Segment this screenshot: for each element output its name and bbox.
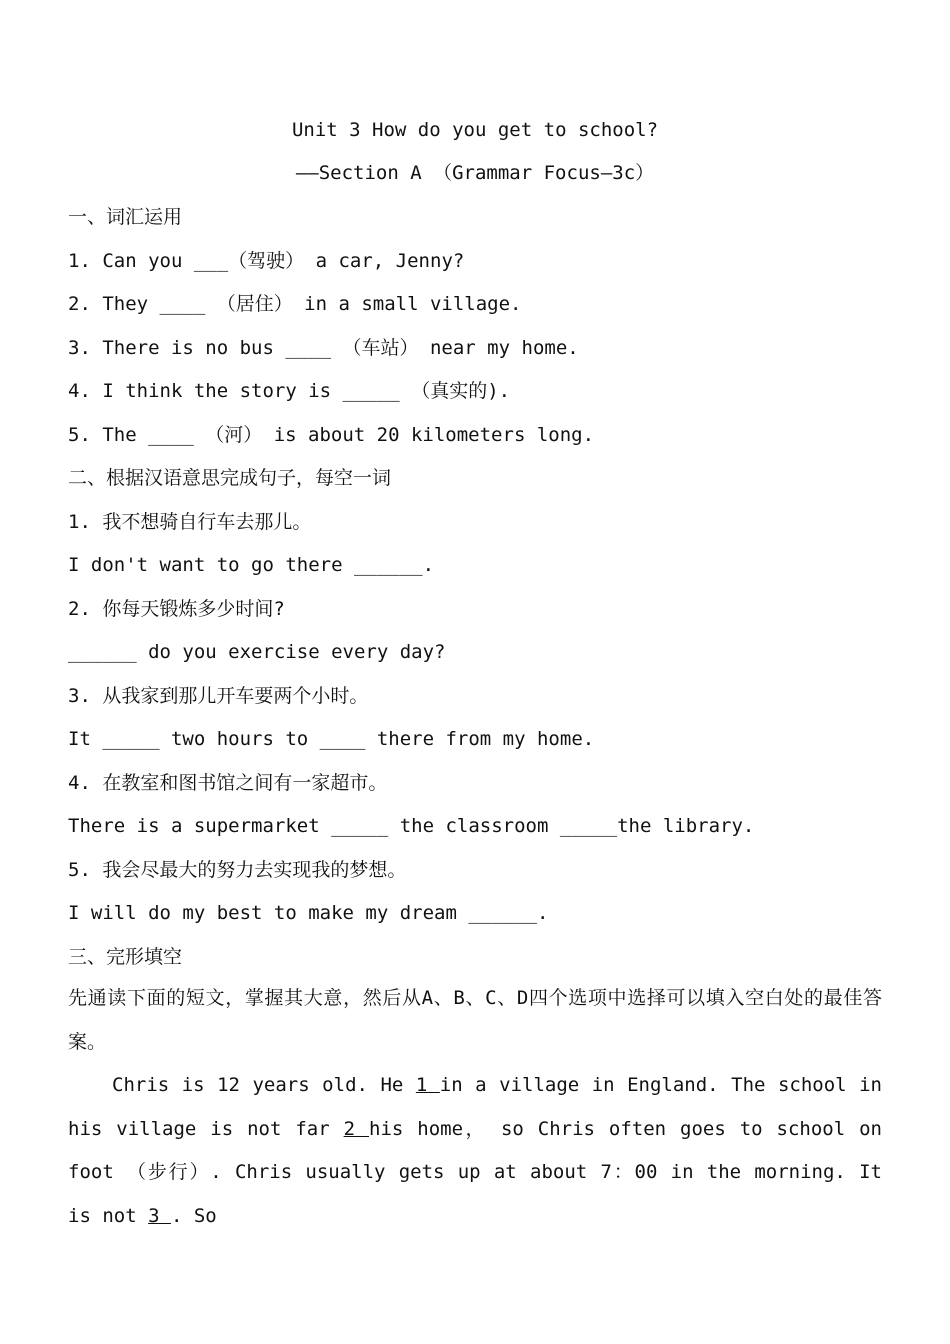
translation-item-5-cn: 5. 我会尽最大的努力去实现我的梦想。: [68, 859, 407, 881]
document-title: Unit 3 How do you get to school?: [291, 119, 659, 141]
section3-instruction: 先通读下面的短文，掌握其大意，然后从A、B、C、D四个选项中选择可以填入空白处的最佳答案。: [68, 987, 882, 1053]
section2-heading: 二、根据汉语意思完成句子，每空一词: [68, 467, 392, 489]
translation-item-1-en: I don't want to go there ______.: [68, 554, 435, 576]
document-subtitle: ——Section A （Grammar Focus—3c）: [295, 162, 655, 184]
vocab-item-1: 1. Can you ___（驾驶） a car, Jenny?: [68, 250, 465, 272]
translation-item-3-en: It _____ two hours to ____ there from my home.: [68, 728, 595, 750]
translation-item-2-en: ______ do you exercise every day?: [68, 641, 446, 663]
vocab-item-5: 5. The ____ （河） is about 20 kilometers long.: [68, 424, 595, 446]
translation-item-1-cn: 1. 我不想骑自行车去那儿。: [68, 511, 312, 533]
translation-item-5-en: I will do my best to make my dream ______.: [68, 902, 549, 924]
cloze-passage: Chris is 12 years old. He 1 in a village in England. The school in his village is not far 2 his home， so Chris often goes to school on foot （步行）. Chris usually gets up at about 7：00 in the morning. It is not 3 . So: [68, 1074, 882, 1227]
translation-item-4-cn: 4. 在教室和图书馆之间有一家超市。: [68, 772, 388, 794]
translation-item-2-cn: 2. 你每天锻炼多少时间?: [68, 598, 285, 620]
cloze-blank-2: 2: [343, 1117, 369, 1140]
translation-item-3-cn: 3. 从我家到那儿开车要两个小时。: [68, 685, 369, 707]
cloze-blank-3: 3: [148, 1204, 171, 1227]
section1-heading: 一、词汇运用: [68, 206, 183, 228]
vocab-item-4: 4. I think the story is _____ （真实的).: [68, 380, 511, 402]
section3-heading: 三、完形填空: [68, 946, 183, 968]
cloze-blank-1: 1: [415, 1074, 440, 1096]
vocab-item-2: 2. They ____ （居住） in a small village.: [68, 293, 522, 315]
vocab-item-3: 3. There is no bus ____ （车站） near my home.: [68, 337, 579, 359]
translation-item-4-en: There is a supermarket _____ the classroom _____the library.: [68, 815, 755, 837]
